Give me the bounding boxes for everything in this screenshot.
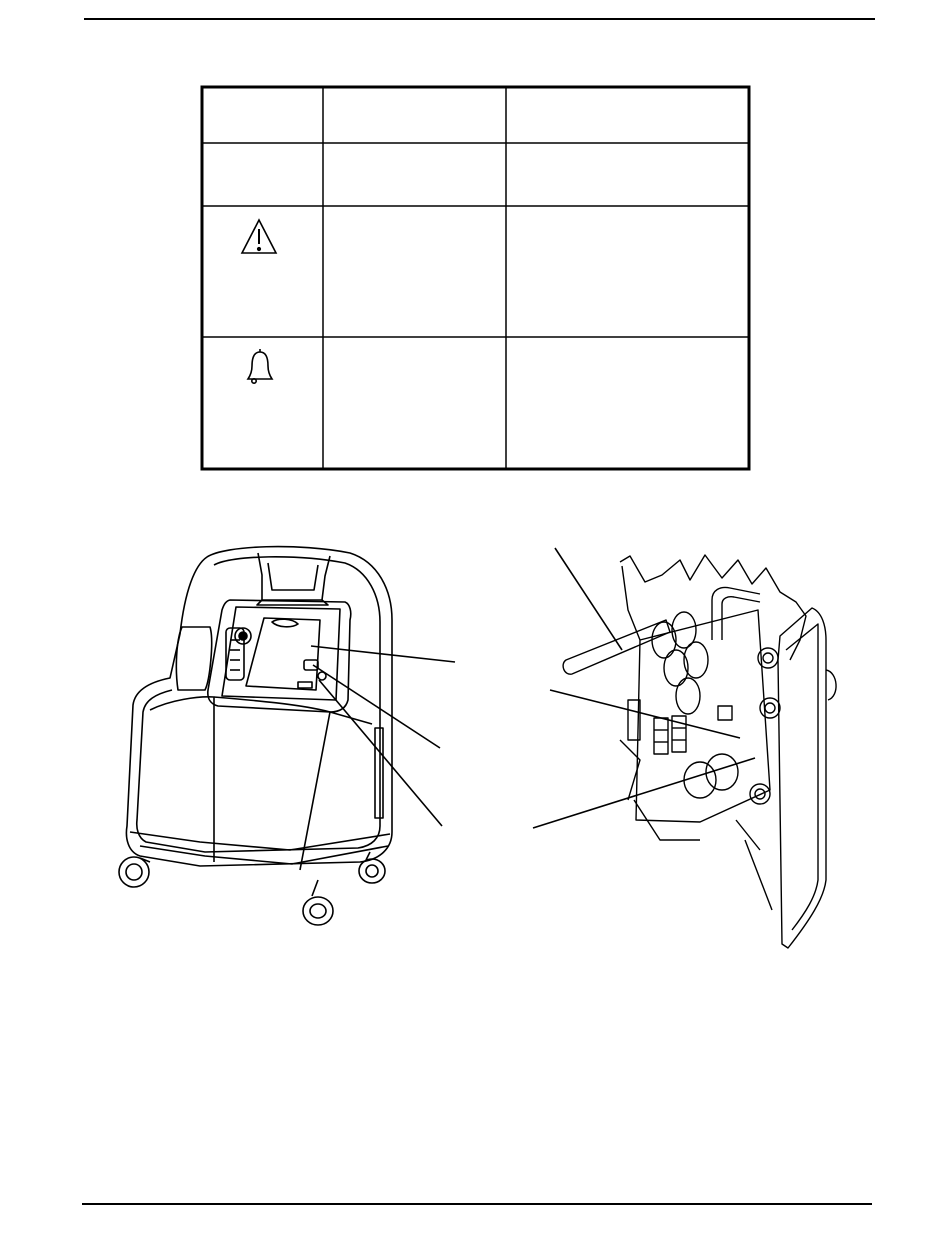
right-callout-lines bbox=[533, 548, 755, 828]
internal-assembly-illustration bbox=[563, 555, 836, 948]
concentrator-illustration bbox=[119, 547, 392, 925]
symbol-table bbox=[202, 87, 749, 469]
alarm-bell-icon bbox=[248, 349, 272, 383]
warning-triangle-icon bbox=[242, 220, 276, 253]
